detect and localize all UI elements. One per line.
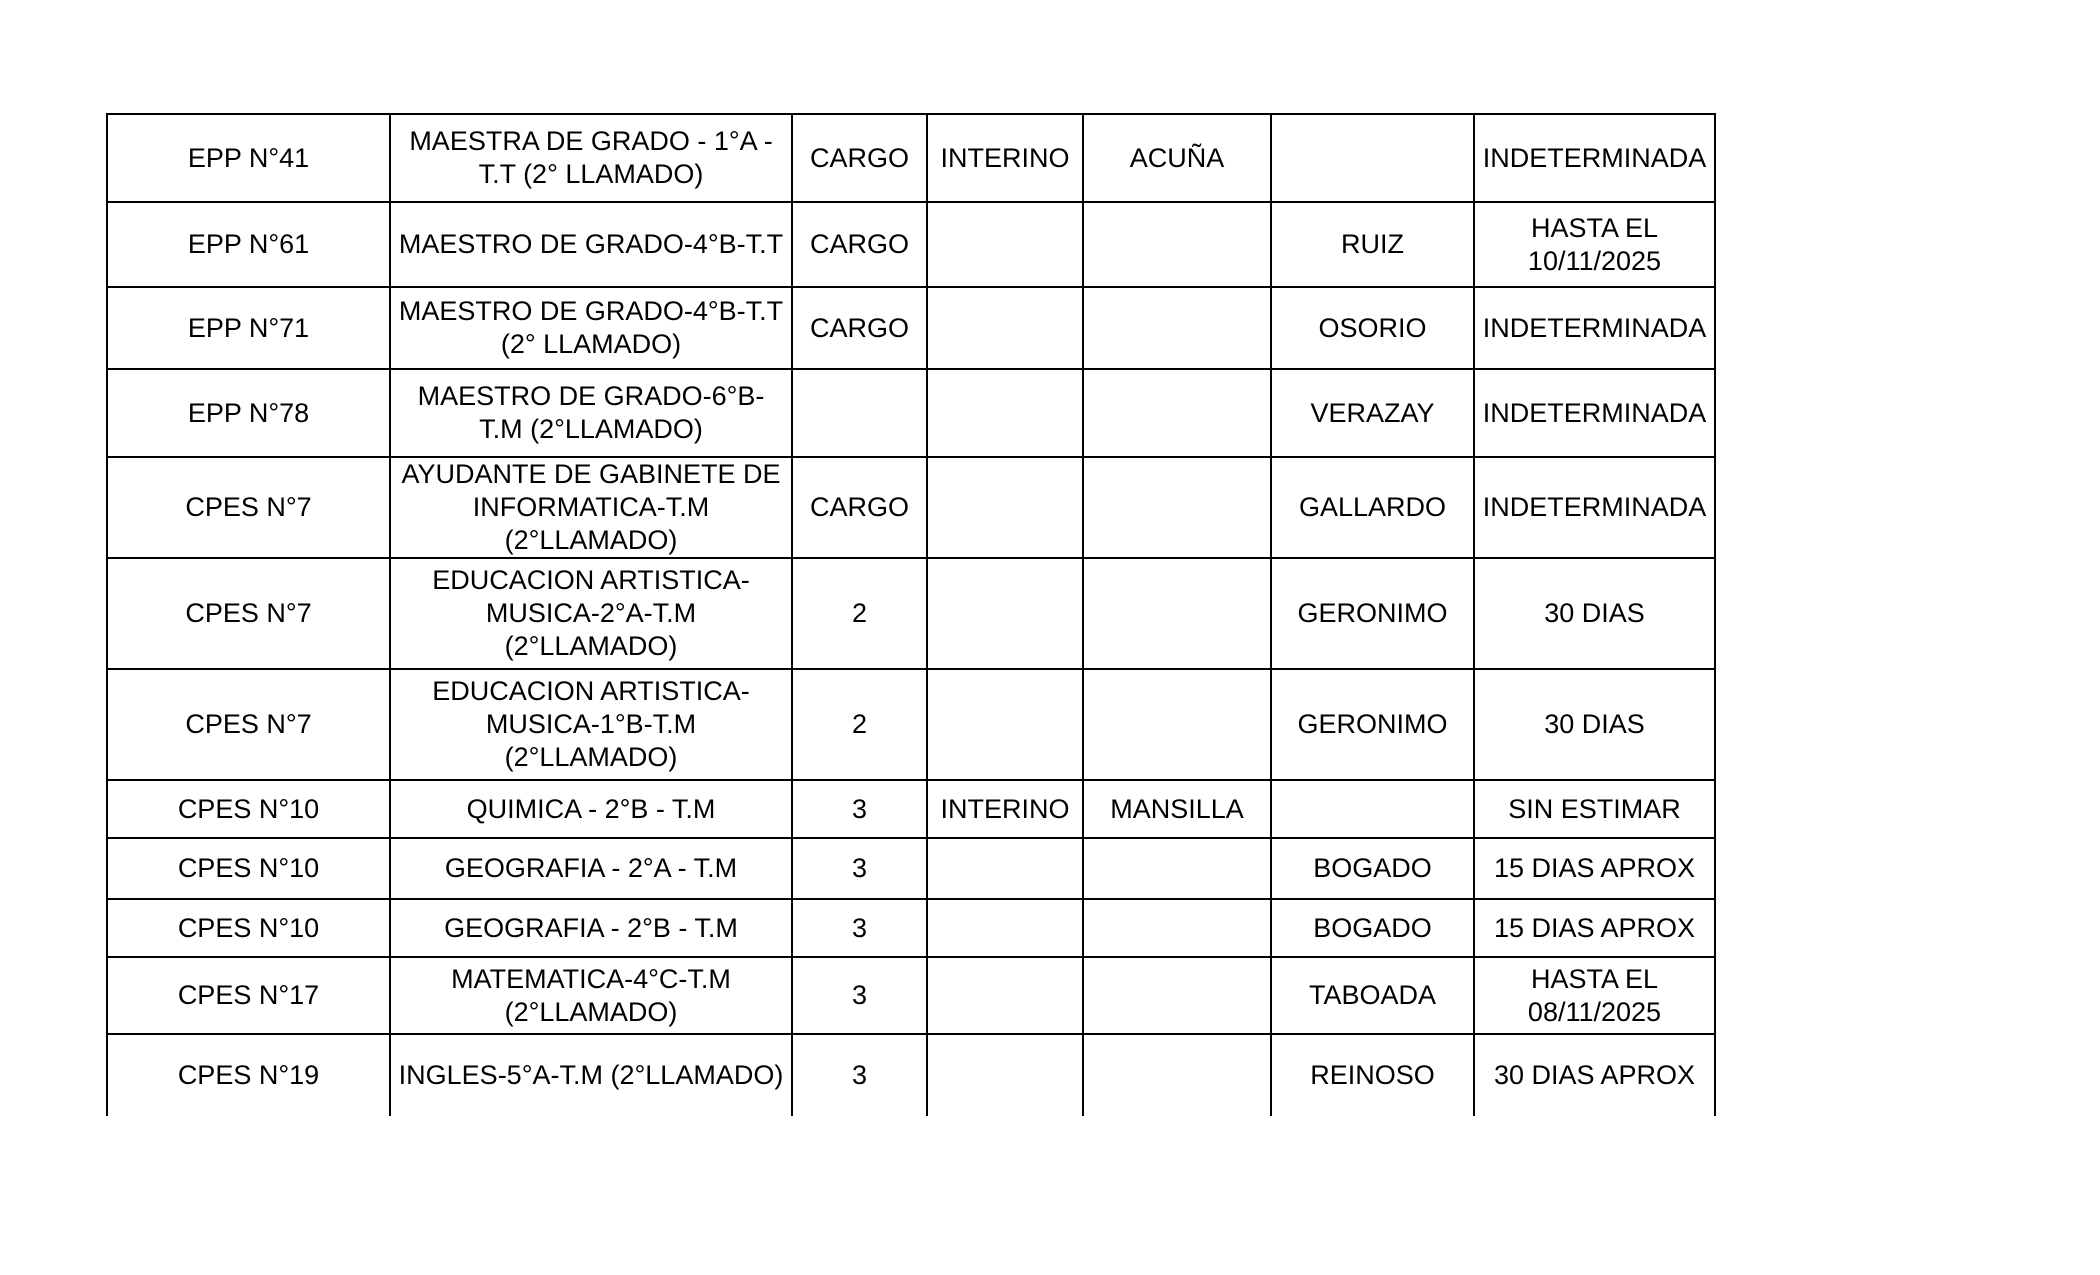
school-cell: CPES N°10 [107, 780, 390, 838]
hours-cell: 3 [792, 838, 927, 899]
hours-cell: CARGO [792, 457, 927, 558]
status-cell [927, 669, 1083, 780]
table-row [107, 369, 1715, 457]
table-row [107, 957, 1715, 1034]
substitute-cell: GERONIMO [1271, 669, 1474, 780]
hours-cell: 3 [792, 899, 927, 957]
duration-cell: INDETERMINADA [1474, 114, 1715, 202]
status-cell [927, 957, 1083, 1034]
school-cell: CPES N°17 [107, 957, 390, 1034]
position-cell: EDUCACION ARTISTICA- MUSICA-2°A-T.M (2°LLAMADO) [390, 558, 792, 669]
table-row [107, 669, 1715, 780]
school-cell: EPP N°61 [107, 202, 390, 287]
substitute-cell: REINOSO [1271, 1034, 1474, 1116]
position-cell: MAESTRO DE GRADO-4°B-T.T (2° LLAMADO) [390, 287, 792, 369]
substitute-cell: GERONIMO [1271, 558, 1474, 669]
duration-cell: INDETERMINADA [1474, 457, 1715, 558]
table-row [107, 780, 1715, 838]
duration-cell: INDETERMINADA [1474, 369, 1715, 457]
position-cell: MAESTRO DE GRADO-4°B-T.T [390, 202, 792, 287]
substitute-cell: RUIZ [1271, 202, 1474, 287]
substitute-cell: OSORIO [1271, 287, 1474, 369]
school-cell: CPES N°7 [107, 457, 390, 558]
status-cell [927, 369, 1083, 457]
status-cell [927, 1034, 1083, 1116]
school-cell: EPP N°41 [107, 114, 390, 202]
hours-cell [792, 369, 927, 457]
position-cell: MAESTRA DE GRADO - 1°A - T.T (2° LLAMADO) [390, 114, 792, 202]
school-cell: EPP N°78 [107, 369, 390, 457]
school-cell: CPES N°7 [107, 558, 390, 669]
hours-cell: CARGO [792, 202, 927, 287]
duration-cell: HASTA EL 08/11/2025 [1474, 957, 1715, 1034]
hours-cell: 2 [792, 669, 927, 780]
substitute-cell [1271, 114, 1474, 202]
duration-cell: 30 DIAS APROX [1474, 1034, 1715, 1116]
status-cell: INTERINO [927, 114, 1083, 202]
table-row [107, 558, 1715, 669]
holder-cell [1083, 202, 1271, 287]
holder-cell: MANSILLA [1083, 780, 1271, 838]
hours-cell: 3 [792, 1034, 927, 1116]
table-row [107, 899, 1715, 957]
vacancy-table [106, 113, 1716, 1116]
substitute-cell: BOGADO [1271, 899, 1474, 957]
position-cell: AYUDANTE DE GABINETE DE INFORMATICA-T.M (2°LLAMADO) [390, 457, 792, 558]
holder-cell [1083, 669, 1271, 780]
substitute-cell: BOGADO [1271, 838, 1474, 899]
hours-cell: 3 [792, 957, 927, 1034]
hours-cell: 2 [792, 558, 927, 669]
position-cell: EDUCACION ARTISTICA- MUSICA-1°B-T.M (2°LLAMADO) [390, 669, 792, 780]
table-row [107, 202, 1715, 287]
position-cell: GEOGRAFIA - 2°A - T.M [390, 838, 792, 899]
status-cell: INTERINO [927, 780, 1083, 838]
holder-cell [1083, 838, 1271, 899]
duration-cell: 30 DIAS [1474, 669, 1715, 780]
duration-cell: SIN ESTIMAR [1474, 780, 1715, 838]
duration-cell: 15 DIAS APROX [1474, 838, 1715, 899]
school-cell: CPES N°19 [107, 1034, 390, 1116]
holder-cell [1083, 287, 1271, 369]
status-cell [927, 287, 1083, 369]
holder-cell: ACUÑA [1083, 114, 1271, 202]
position-cell: MAESTRO DE GRADO-6°B- T.M (2°LLAMADO) [390, 369, 792, 457]
holder-cell [1083, 369, 1271, 457]
position-cell: GEOGRAFIA - 2°B - T.M [390, 899, 792, 957]
duration-cell: HASTA EL 10/11/2025 [1474, 202, 1715, 287]
duration-cell: INDETERMINADA [1474, 287, 1715, 369]
status-cell [927, 899, 1083, 957]
duration-cell: 15 DIAS APROX [1474, 899, 1715, 957]
holder-cell [1083, 899, 1271, 957]
status-cell [927, 838, 1083, 899]
position-cell: INGLES-5°A-T.M (2°LLAMADO) [390, 1034, 792, 1116]
school-cell: EPP N°71 [107, 287, 390, 369]
duration-cell: 30 DIAS [1474, 558, 1715, 669]
status-cell [927, 202, 1083, 287]
school-cell: CPES N°10 [107, 838, 390, 899]
school-cell: CPES N°7 [107, 669, 390, 780]
status-cell [927, 457, 1083, 558]
substitute-cell: GALLARDO [1271, 457, 1474, 558]
school-cell: CPES N°10 [107, 899, 390, 957]
position-cell: QUIMICA - 2°B - T.M [390, 780, 792, 838]
substitute-cell [1271, 780, 1474, 838]
holder-cell [1083, 957, 1271, 1034]
substitute-cell: VERAZAY [1271, 369, 1474, 457]
holder-cell [1083, 457, 1271, 558]
table-row [107, 457, 1715, 558]
hours-cell: 3 [792, 780, 927, 838]
holder-cell [1083, 1034, 1271, 1116]
holder-cell [1083, 558, 1271, 669]
hours-cell: CARGO [792, 114, 927, 202]
table-row [107, 287, 1715, 369]
table-row [107, 114, 1715, 202]
status-cell [927, 558, 1083, 669]
table-row [107, 838, 1715, 899]
substitute-cell: TABOADA [1271, 957, 1474, 1034]
table-row [107, 1034, 1715, 1116]
hours-cell: CARGO [792, 287, 927, 369]
position-cell: MATEMATICA-4°C-T.M (2°LLAMADO) [390, 957, 792, 1034]
